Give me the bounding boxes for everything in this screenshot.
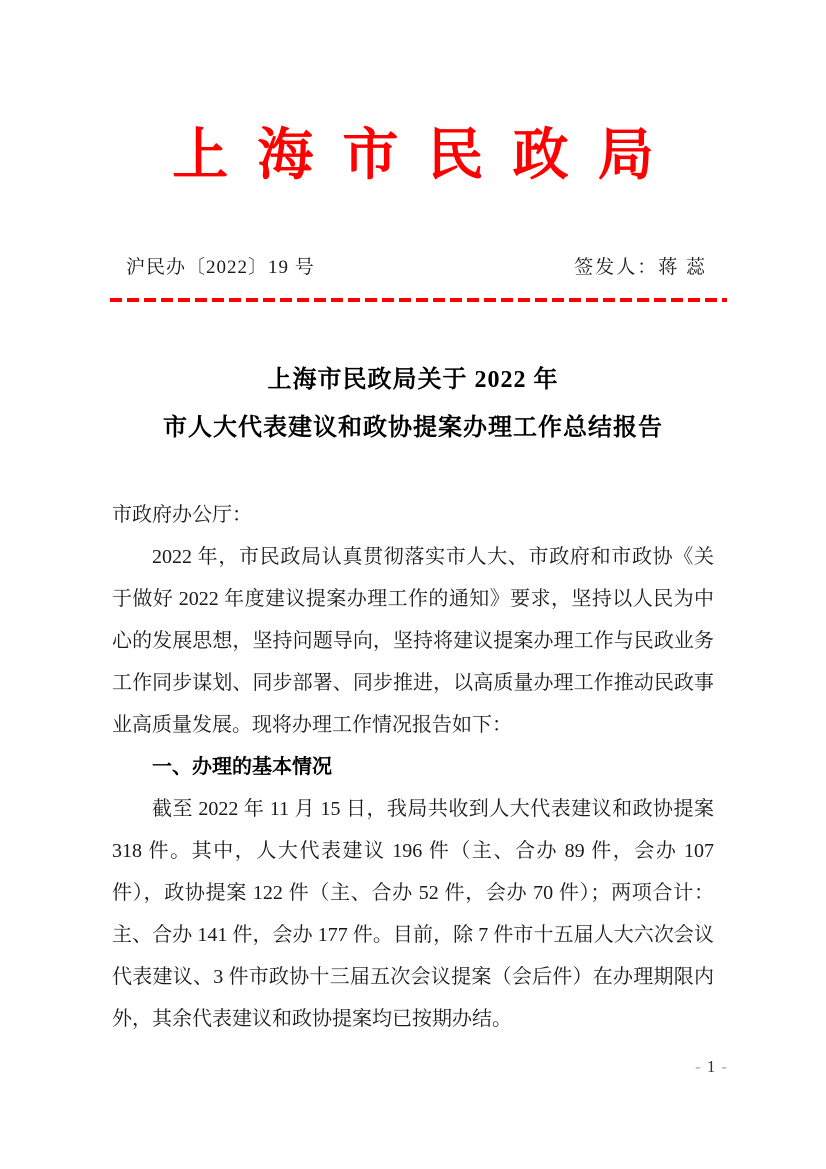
document-title-line2: 市人大代表建议和政协提案办理工作总结报告 [163, 415, 663, 441]
page-number-dash-right: - [721, 1057, 727, 1076]
paragraph-statistics: 截至 2022 年 11 月 15 日，我局共收到人大代表建议和政协提案 318 件。其中，人大代表建议 196 件（主、合办 89 件，会办 107 件），政协提案 122 件（主、合办 52 件，会办 70 件）；两项合计：主、合办 141 件，会办 177 件。目前，除 7 件市十五届人大六次会议代表建议、3 件市政协十三届五次会议提案（会后件）在办理期限内外，其余代表建议和政协提案均已按期办结。 [112, 798, 714, 1030]
page-number-dash-left: - [695, 1057, 701, 1076]
section-heading-basic-situation: 一、办理的基本情况 [152, 756, 332, 778]
doc-reference-number: 沪民办〔2022〕19 号 [126, 257, 315, 278]
signer-label: 签发人： [574, 257, 659, 278]
salutation: 市政府办公厅： [112, 504, 252, 526]
signer-block [574, 254, 714, 282]
agency-masthead-title: 上海市民政局 [172, 125, 683, 187]
page-number: 1 [706, 1057, 716, 1076]
document-title-line1: 上海市民政局关于 2022 年 [267, 367, 559, 393]
doc-info-row [112, 254, 714, 282]
paragraph-overview: 2022 年，市民政局认真贯彻落实市人大、市政府和市政协《关于做好 2022 年度建议提案办理工作的通知》要求，坚持以人民为中心的发展思想，坚持问题导向，坚持将建议提案办理工作与民政业务工作同步谋划、同步部署、同步推进，以高质量办理工作推动民政事业高质量发展。现将办理工作情况报告如下： [112, 546, 714, 736]
document-body [112, 494, 714, 1040]
page-footer [695, 1057, 727, 1077]
document-title [0, 356, 826, 452]
signer-name: 蒋 蕊 [658, 257, 707, 278]
red-divider-line [110, 298, 727, 302]
